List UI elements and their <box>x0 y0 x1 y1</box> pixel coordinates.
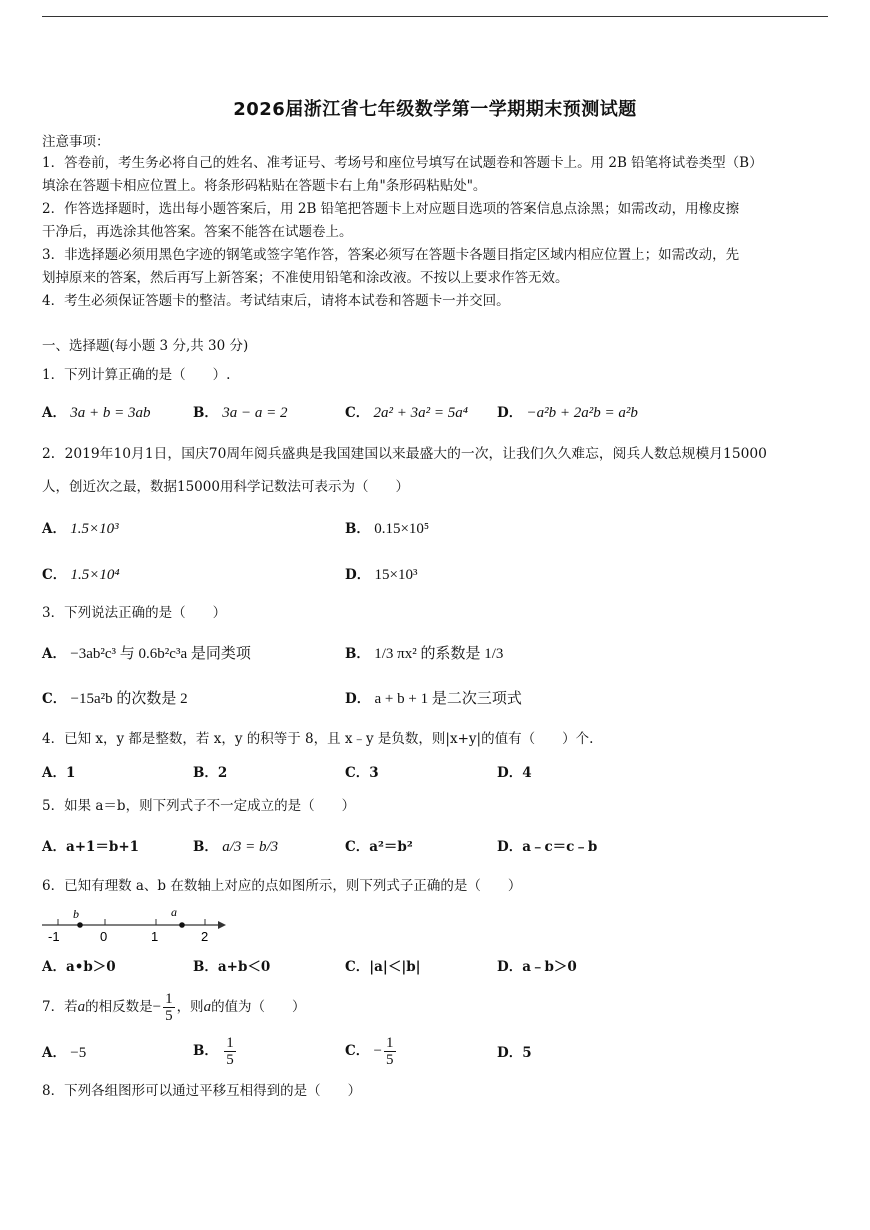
option-b: B．a+b＜0 <box>193 959 271 975</box>
option-d: D．4 <box>497 765 532 781</box>
question-stem: 1．下列计算正确的是（ ）. <box>42 367 231 383</box>
option-d: D． 15×10³ <box>345 567 418 583</box>
tick-label: 0 <box>100 929 108 944</box>
option-b: B． a/3 = b/3 <box>193 839 279 855</box>
option-d: D．a﹣c＝c﹣b <box>497 839 598 855</box>
point-a <box>179 922 185 928</box>
option-b: B． 0.15×10⁵ <box>345 521 430 537</box>
option-a: A．a•b＞0 <box>42 959 116 975</box>
option-d: D． a + b + 1 是二次三项式 <box>345 691 522 707</box>
option-a: A． −3ab²c³ 与 0.6b²c³a 是同类项 <box>42 646 251 662</box>
label-b: b <box>73 907 79 921</box>
notice-line: 2．作答选择题时，选出每小题答案后，用 2B 铅笔把答题卡上对应题目选项的答案信息点涂黑；如需改动，用橡皮擦 <box>42 201 740 217</box>
page-title: 2026届浙江省七年级数学第一学期期末预测试题 <box>233 99 637 120</box>
question-stem: 7．若a的相反数是− $\frac{1}{5}$ ，则a的值为（ ） <box>42 991 306 1024</box>
option-a: A． 1.5×10³ <box>42 521 119 537</box>
question-stem: 4．已知 x，y 都是整数，若 x，y 的积等于 8，且 x﹣y 是负数，则|x+y|的值有（ ）个. <box>42 731 594 747</box>
notice-line: 填涂在答题卡相应位置上。将条形码粘贴在答题卡右上角"条形码粘贴处"。 <box>42 178 487 194</box>
tick-label: 1 <box>151 929 159 944</box>
option-a: A． 3a + b = 3ab <box>42 405 151 421</box>
notice-line: 3．非选择题必须用黑色字迹的钢笔或签字笔作答，答案必须写在答题卡各题目指定区域内相应位置上；如需改动，先 <box>42 247 740 263</box>
option-c: C． 2a² + 3a² = 5a⁴ <box>345 405 468 421</box>
point-b <box>77 922 83 928</box>
option-c: C． − $\frac{1}{5}$ <box>345 1035 394 1068</box>
question-stem: 6．已知有理数 a、b 在数轴上对应的点如图所示，则下列式子正确的是（ ） <box>42 878 522 894</box>
option-a: A．1 <box>42 765 76 781</box>
notice-line: 划掉原来的答案，然后再写上新答案；不准使用铅笔和涂改液。不按以上要求作答无效。 <box>42 270 569 286</box>
option-b: B．2 <box>193 765 228 781</box>
option-a: A．a+1＝b+1 <box>42 839 140 855</box>
option-b: B． $\frac{1}{5}$ <box>193 1035 234 1068</box>
notice-line: 干净后，再选涂其他答案。答案不能答在试题卷上。 <box>42 224 353 240</box>
option-b: B． 3a − a = 2 <box>193 405 288 421</box>
notice-line: 1．答卷前，考生务必将自己的姓名、准考证号、考场号和座位号填写在试题卷和答题卡上。用 2B 铅笔将试卷类型（B） <box>42 155 763 171</box>
number-line-arrow <box>218 921 226 929</box>
tick-label: -1 <box>48 929 60 944</box>
option-b: B． 1/3 πx² 的系数是 1/3 <box>345 646 504 662</box>
option-a: A． −5 <box>42 1045 87 1061</box>
tick-label: 2 <box>201 929 209 944</box>
option-c: C． 1.5×10⁴ <box>42 567 120 583</box>
question-stem: 人，创近次之最，数据15000用科学记数法可表示为（ ） <box>42 479 409 495</box>
notice-line: 4．考生必须保证答题卡的整洁。考试结束后，请将本试卷和答题卡一并交回。 <box>42 293 510 309</box>
option-d: D． −a²b + 2a²b = a²b <box>497 405 638 421</box>
option-d: D．a﹣b＞0 <box>497 959 577 975</box>
option-c: C．|a|＜|b| <box>345 959 421 975</box>
question-stem: 5．如果 a＝b，则下列式子不一定成立的是（ ） <box>42 798 356 814</box>
question-stem: 3．下列说法正确的是（ ） <box>42 605 227 621</box>
option-c: C．3 <box>345 765 379 781</box>
label-a: a <box>171 905 177 919</box>
notice-heading: 注意事项： <box>42 134 110 150</box>
question-stem: 2．2019年10月1日，国庆70周年阅兵盛典是我国建国以来最盛大的一次，让我们久久难忘，阅兵人数总规模月15000 <box>42 446 767 462</box>
question-stem: 8．下列各组图形可以通过平移互相得到的是（ ） <box>42 1083 362 1099</box>
option-d: D．5 <box>497 1045 532 1061</box>
number-line-figure <box>40 905 230 945</box>
option-c: C． −15a²b 的次数是 2 <box>42 691 188 707</box>
section-heading: 一、选择题(每小题 3 分,共 30 分) <box>42 338 249 354</box>
option-c: C．a²＝b² <box>345 839 413 855</box>
header-rule <box>42 16 828 17</box>
